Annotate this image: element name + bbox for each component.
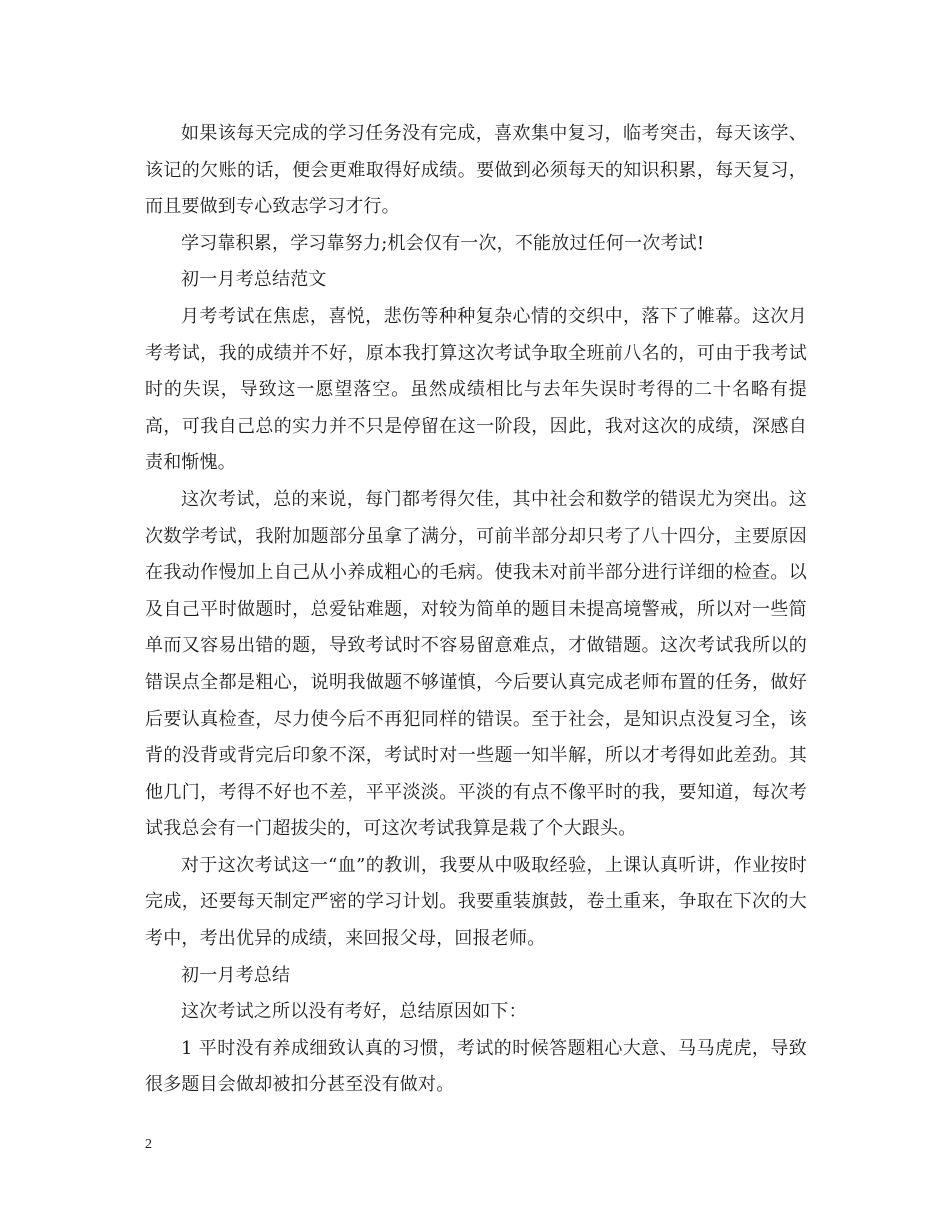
paragraph: 月考考试在焦虑，喜悦，悲伤等种种复杂心情的交织中，落下了帷幕。这次月考考试，我的成绩并不好，原本我打算这次考试争取全班前八名的，可由于我考试时的失误，导致这一愿望落空。虽然成绩相比与去年失误时考得的二十名略有提高，可我自己总的实力并不只是停留在这一阶段，因此，我对这次的成绩，深感自责和惭愧。 (145, 305, 807, 474)
list-item: 1 平时没有养成细致认真的习惯，考试的时候答题粗心大意、马马虎虎，导致很多题目会做却被扣分甚至没有做对。 (145, 1037, 807, 1096)
paragraph: 这次考试，总的来说，每门都考得欠佳，其中社会和数学的错误尤为突出。这次数学考试，我附加题部分虽拿了满分，可前半部分却只考了八十四分，主要原因在我动作慢加上自己从小养成粗心的毛病。使我未对前半部分进行详细的检查。以及自己平时做题时，总爱钻难题，对较为简单的题目未提高境警戒，所以对一些简单而又容易出错的题，导致考试时不容易留意难点，才做错题。这次考试我所以的错误点全都是粗心，说明我做题不够谨慎，今后要认真完成老师布置的任务，做好后要认真检查，尽力使今后不再犯同样的错误。至于社会，是知识点没复习全，该背的没背或背完后印象不深，考试时对一些题一知半解，所以才考得如此差劲。其他几门，考得不好也不差，平平淡淡。平淡的有点不像平时的我，要知道，每次考试我总会有一门超拔尖的，可这次考试我算是栽了个大跟头。 (145, 488, 807, 840)
paragraph: 对于这次考试这一“血”的教训，我要从中吸取经验，上课认真听讲，作业按时完成，还要每天制定严密的学习计划。我要重装旗鼓，卷土重来，争取在下次的大考中，考出优异的成绩，来回报父母，回报老师。 (145, 854, 807, 950)
paragraph: 学习靠积累，学习靠努力;机会仅有一次，不能放过任何一次考试! (181, 232, 705, 254)
section-heading: 初一月考总结 (181, 964, 291, 986)
document-body (145, 116, 807, 1104)
paragraph: 这次考试之所以没有考好，总结原因如下： (181, 1001, 527, 1023)
section-heading: 初一月考总结范文 (181, 269, 327, 291)
page-number: 2 (145, 1137, 152, 1152)
paragraph: 如果该每天完成的学习任务没有完成，喜欢集中复习，临考突击，每天该学、该记的欠账的话，便会更难取得好成绩。要做到必须每天的知识积累，每天复习，而且要做到专心致志学习才行。 (145, 123, 807, 218)
